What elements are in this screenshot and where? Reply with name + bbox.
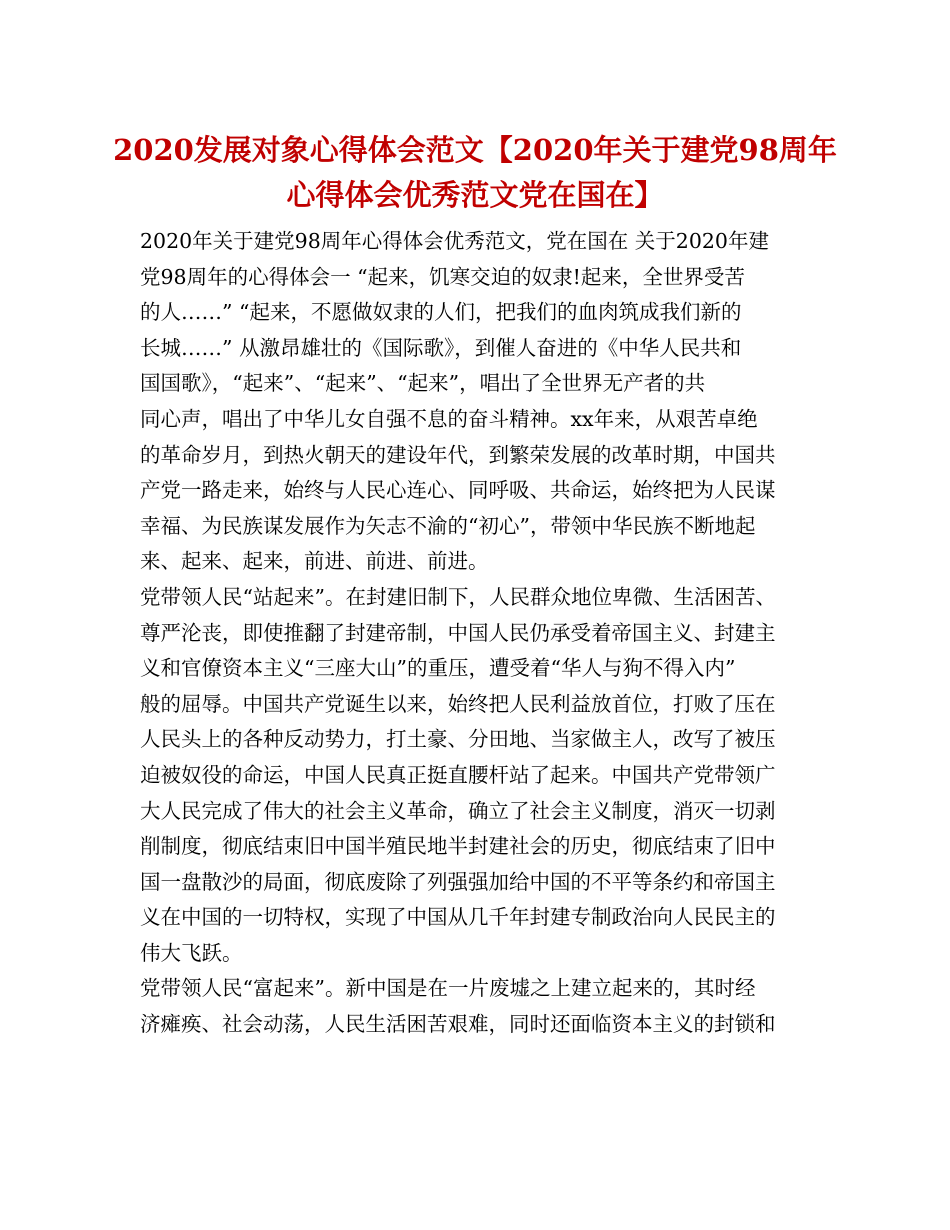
text-line: 2020年关于建党98周年心得体会优秀范文，党在国在 关于2020年建 <box>140 229 769 253</box>
paragraph-get-rich <box>140 971 830 1042</box>
text-line: 来、起来、起来，前进、前进、前进。 <box>140 549 489 574</box>
title-line: 心得体会优秀范文党在国在】 <box>286 178 664 212</box>
text-line: 尊严沦丧，即使推翻了封建帝制，中国人民仍承受着帝国主义、封建主 <box>140 620 776 645</box>
text-line: 大人民完成了伟大的社会主义革命，确立了社会主义制度，消灭一切剥 <box>140 798 776 823</box>
text-line: 产党一路走来，始终与人民心连心、同呼吸、共命运，始终把为人民谋 <box>140 478 776 503</box>
paragraph-intro <box>140 224 830 580</box>
text-line: 的革命岁月，到热火朝天的建设年代，到繁荣发展的改革时期，中国共 <box>140 442 776 467</box>
text-line: 迫被奴役的命运，中国人民真正挺直腰杆站了起来。中国共产党带领广 <box>140 762 776 787</box>
text-line: 党带领人民“站起来”。在封建旧制下，人民群众地位卑微、生活困苦、 <box>140 584 776 609</box>
text-line: 国国歌》，“起来”、“起来”、“起来”，唱出了全世界无产者的共 <box>140 371 706 396</box>
text-line: 义和官僚资本主义“三座大山”的重压，遭受着“华人与狗不得入内” <box>140 656 736 681</box>
text-line: 幸福、为民族谋发展作为矢志不渝的“初心”，带领中华民族不断地起 <box>140 513 756 538</box>
text-line: 义在中国的一切特权，实现了中国从几千年封建专制政治向人民民主的 <box>140 905 776 930</box>
text-line: 党带领人民“富起来”。新中国是在一片废墟之上建立起来的，其时经 <box>140 976 756 1001</box>
text-line: 同心声，唱出了中华儿女自强不息的奋斗精神。xx年来，从艰苦卓绝 <box>140 406 758 431</box>
document-body <box>140 224 830 1043</box>
text-line: 长城……” 从激昂雄壮的《国际歌》，到催人奋进的《中华人民共和 <box>140 335 742 360</box>
text-line: 人民头上的各种反动势力，打土豪、分田地、当家做主人，改写了被压 <box>140 727 776 752</box>
paragraph-stand-up <box>140 580 830 972</box>
title-line: 2020发展对象心得体会范文【2020年关于建党98周年 <box>113 133 837 167</box>
text-line: 伟大飞跃。 <box>140 940 243 965</box>
text-line: 削制度，彻底结束旧中国半殖民地半封建社会的历史，彻底结束了旧中 <box>140 834 776 859</box>
text-line: 济瘫痪、社会动荡，人民生活困苦艰难，同时还面临资本主义的封锁和 <box>140 1012 776 1037</box>
text-line: 党98周年的心得体会一 “起来，饥寒交迫的奴隶!起来，全世界受苦 <box>140 264 745 289</box>
document-title <box>100 128 850 218</box>
text-line: 的人……” “起来，不愿做奴隶的人们，把我们的血肉筑成我们新的 <box>140 300 742 325</box>
text-line: 国一盘散沙的局面，彻底废除了列强强加给中国的不平等条约和帝国主 <box>140 869 776 894</box>
text-line: 般的屈辱。中国共产党诞生以来，始终把人民利益放首位，打败了压在 <box>140 691 776 716</box>
